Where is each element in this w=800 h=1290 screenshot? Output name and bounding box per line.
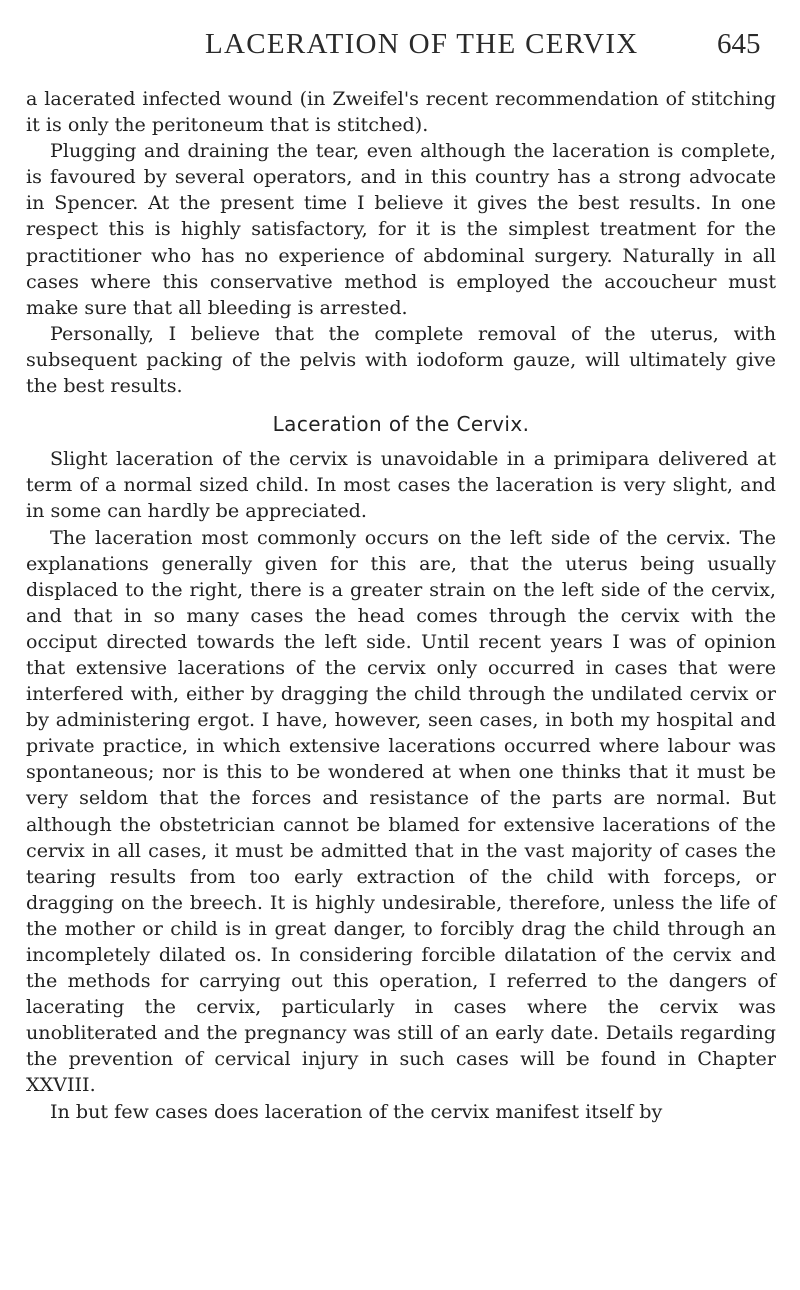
paragraph-slight-laceration: Slight laceration of the cervix is unavoidable in a primipara delivered at term of a normal sized child. In most cases the laceration is very slight, and in some can hardly be appreciated.: [26, 447, 776, 523]
page-body: [26, 86, 776, 1125]
paragraph-plugging-draining: Plugging and draining the tear, even although the laceration is complete, is favoured by several operators, and in this country has a strong advocate in Spencer. At the present time I believe it gives the best results. In one respect this is highly satisfactory, for it is the simplest treatment for the practitioner who has no experience of abdominal surgery. Naturally in all cases where this conservative method is employed the accoucheur must make sure that all bleeding is arrested.: [26, 139, 776, 319]
paragraph-continued: a lacerated infected wound (in Zweifel's recent recommendation of stitching it is only the peritoneum that is stitched).: [26, 87, 776, 137]
page-number: 645: [717, 28, 761, 60]
paragraph-left-side-laceration: The laceration most commonly occurs on the left side of the cervix. The explanations generally given for this are, that the uterus being usually displaced to the right, there is a greater strain on the left side of the cervix, and that in so many cases the head comes through the cervix with the occiput directed towards the left side. Until recent years I was of opinion that extensive lacerations of the cervix only occurred in cases that were interfered with, either by dragging the child through the undilated cervix or by administering ergot. I have, however, seen cases, in both my hospital and private practice, in which extensive lacerations occurred where labour was spontaneous; nor is this to be wondered at when one thinks that it must be very seldom that the forces and resistance of the parts are normal. But although the obstetrician cannot be blamed for extensive lacerations of the cervix in all cases, it must be admitted that in the vast majority of cases the tearing results from too early extraction of the child with forceps, or dragging on the breech. It is highly undesirable, therefore, unless the life of the mother or child is in great danger, to forcibly drag the child through an incompletely dilated os. In considering forcible dilatation of the cervix and the methods for carrying out this operation, I referred to the dangers of lacerating the cervix, particularly in cases where the cervix was unobliterated and the pregnancy was still of an early date. Details regarding the prevention of cervical injury in such cases will be found in Chapter XXVIII.: [26, 525, 776, 1097]
paragraph-manifestation: In but few cases does laceration of the cervix manifest itself by: [50, 1099, 663, 1123]
running-title: LACERATION OF THE CERVIX: [205, 28, 639, 60]
paragraph-personal-opinion: Personally, I believe that the complete removal of the uterus, with subsequent packing of the pelvis with iodoform gauze, will ultimately give the best results.: [26, 321, 776, 398]
section-heading: Laceration of the Cervix.: [272, 412, 530, 437]
page-header: [0, 28, 800, 68]
